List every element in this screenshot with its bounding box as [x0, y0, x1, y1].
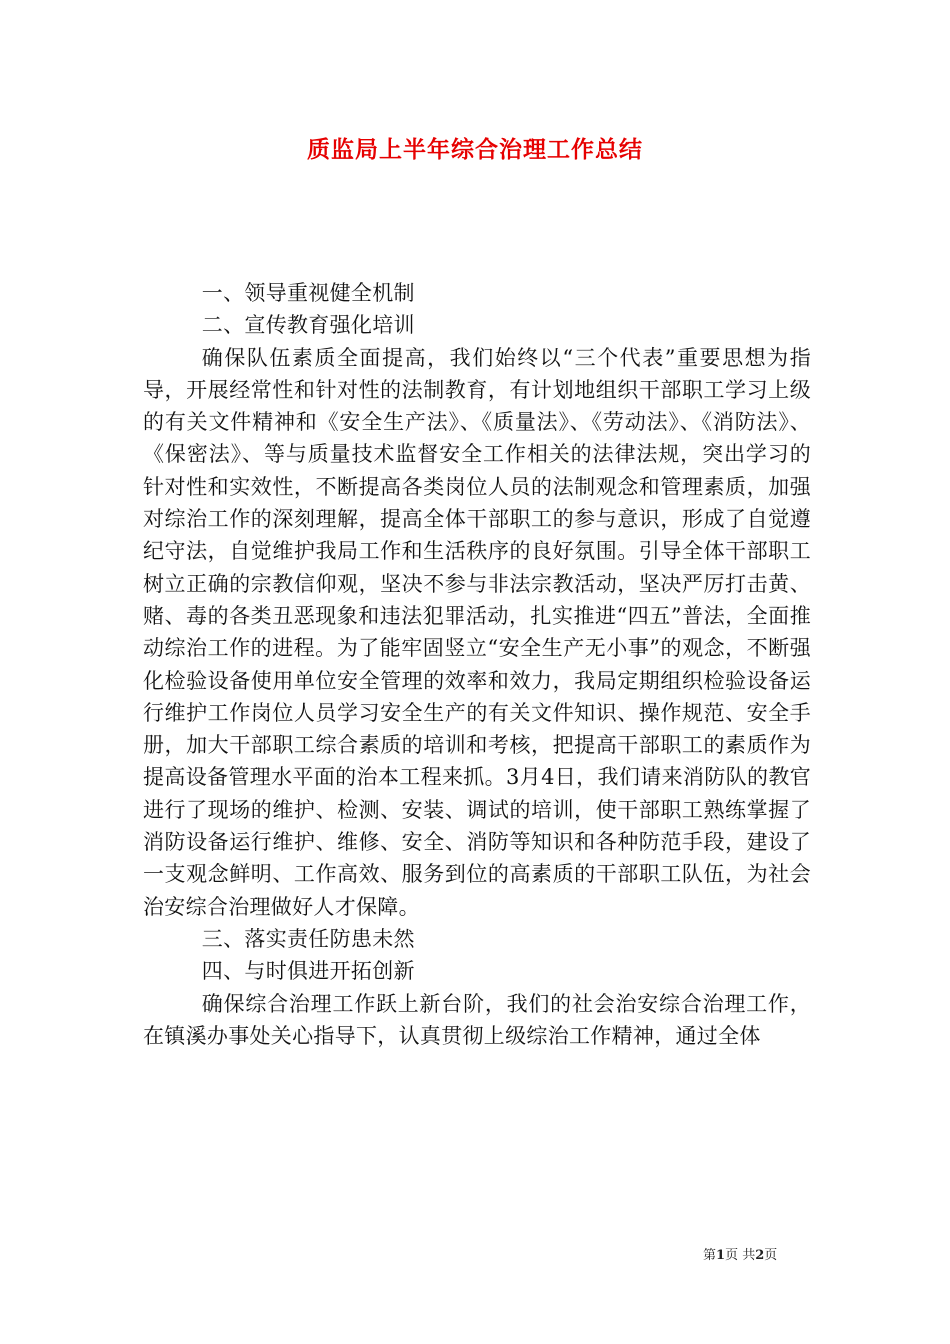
section-heading-2: 二、宣传教育强化培训 [201, 313, 415, 338]
body-paragraph-1: 确保队伍素质全面提高，我们始终以“三个代表”重要思想为指导，开展经常性和针对性的法制教育，有计划地组织干部职工学习上级的有关文件精神和《安全生产法》、《质量法》、《劳动法》、《消防法》、《保密法》、等与质量技术监督安全工作相关的法律法规，突出学习的针对性和实效性，不断提高各类岗位人员的法制观念和管理素质，加强对综治工作的深刻理解，提高全体干部职工的参与意识，形成了自觉遵纪守法，自觉维护我局工作和生活秩序的良好氛围。引导全体干部职工树立正确的宗教信仰观，坚决不参与非法宗教活动，坚决严厉打击黄、赌、毒的各类丑恶现象和违法犯罪活动，扎实推进“四五”普法，全面推动综治工作的进程。为了能牢固竖立“安全生产无小事”的观念，不断强化检验设备使用单位安全管理的效率和效力，我局定期组织检验设备运行维护工作岗位人员学习安全生产的有关文件知识、操作规范、安全手册，加大干部职工综合素质的培训和考核，把提高干部职工的素质作为提高设备管理水平面的治本工程来抓。3月4日，我们请来消防队的教官进行了现场的维护、检测、安装、调试的培训，使干部职工熟练掌握了消防设备运行维护、维修、安全、消防等知识和各种防范手段，建设了一支观念鲜明、工作高效、服务到位的高素质的干部职工队伍，为社会治安综合治理做好人才保障。 [143, 345, 811, 919]
footer-total-pages: 2 [755, 1248, 765, 1263]
section-heading-1: 一、领导重视健全机制 [201, 281, 415, 305]
section-heading-3: 三、落实责任防患未然 [201, 926, 415, 951]
document-title: 质监局上半年综合治理工作总结 [307, 137, 643, 163]
footer-current-page: 1 [716, 1248, 726, 1263]
footer-middle: 页 共 [725, 1248, 756, 1263]
footer-prefix: 第 [703, 1248, 717, 1263]
document-body [143, 277, 811, 1052]
page-number-footer [703, 1247, 823, 1265]
section-heading-4: 四、与时俱进开拓创新 [201, 959, 415, 984]
body-paragraph-2: 确保综合治理工作跃上新台阶，我们的社会治安综合治理工作，在镇溪办事处关心指导下，认真贯彻上级综治工作精神，通过全体 [143, 991, 811, 1048]
footer-suffix: 页 [764, 1248, 778, 1263]
